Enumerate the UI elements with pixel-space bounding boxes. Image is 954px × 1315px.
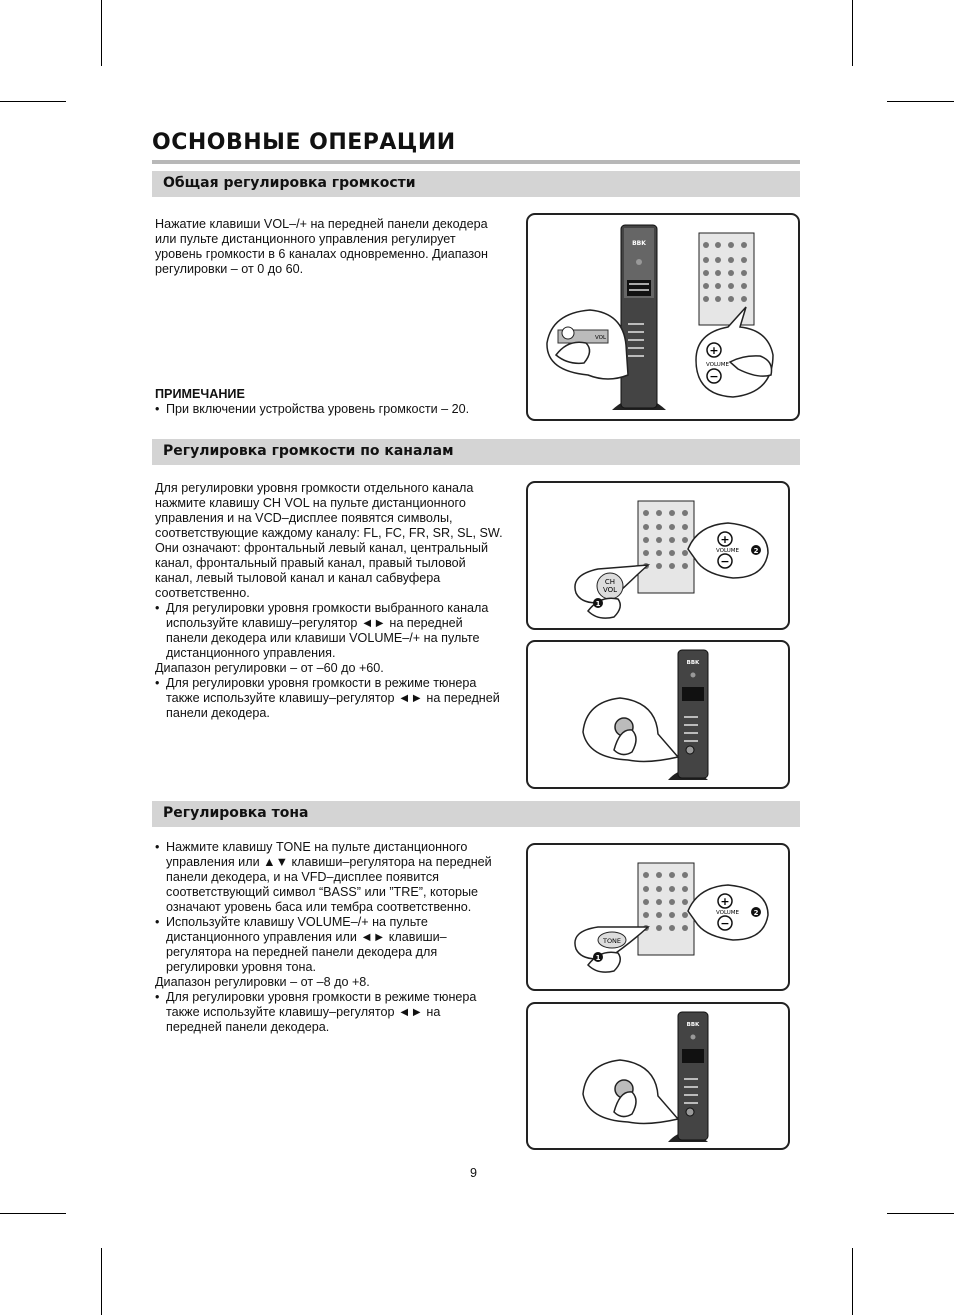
section-heading-channel-volume [152,439,800,465]
figure-ch-vol-remote [526,481,790,630]
figure-tower-knob-channel [526,640,790,789]
plus-symbol: + [709,344,719,357]
bullet-item: • Нажмите клавишу TONE на пульте дистанционного управления или ▲▼ клавиши–регулятора на передней панели декодера, и на VFD–дисплее появится соответствующий символ “BASS” или ”TRE”, которые означают уровень баса или тембра соответственно. [155,840,497,915]
figure-tone-remote [526,843,790,991]
section-heading-text: Регулировка громкости по каналам [163,443,454,459]
bullet-item: • Для регулировки уровня громкости в режиме тюнера также используйте клавишу–регулятор ◄► на передней панели декодера. [155,676,505,721]
section-heading-text: Общая регулировка громкости [163,175,416,191]
brand-label: BBK [686,1022,700,1028]
range-text: Диапазон регулировки – от –8 до +8. [155,975,370,989]
bullet-item: • Используйте клавишу VOLUME–/+ на пульте дистанционного управления или ◄► клавиши–регулятора на передней панели декодера для регулировки уровня тона. [155,915,497,975]
step-1-marker: 1 [595,954,601,962]
paragraph: Для регулировки уровня громкости отдельного канала нажмите клавишу CH VOL на пульте дистанционного управления и на VCD–дисплее появятся символы, соответствующие каждому каналу: FL, FC, FR, SR, SL, SW. Они означают: фронтальный левый канал, центральный канал, фронтальный правый канал, правый тыловой канал, левый тыловой канал и канал сабвуфера соответственно. [155,481,503,600]
range-text: Диапазон регулировки – от –60 до +60. [155,661,384,675]
crop-mark [0,101,66,102]
crop-mark [887,1213,954,1214]
step-2-marker: 2 [753,547,759,555]
note-bullet: • При включении устройства уровень громкости – 20. [155,402,505,417]
title-rule [152,160,800,164]
brand-label: BBK [686,660,700,666]
paragraph: Нажатие клавиши VOL–/+ на передней панели декодера или пульте дистанционного управления регулирует уровень громкости в 6 каналах одновременно. Диапазон регулировки – от 0 до 60. [155,217,488,276]
minus-symbol: − [720,917,730,930]
crop-mark [101,0,102,66]
note-block [155,387,505,417]
brand-label: BBK [632,240,646,247]
crop-mark [852,0,853,66]
tone-text [155,840,497,1035]
step-2-marker: 2 [753,909,759,917]
plus-symbol: + [720,895,730,908]
crop-mark [101,1248,102,1315]
ch-label: CH [604,578,616,586]
minus-symbol: − [709,370,719,383]
note-title: ПРИМЕЧАНИЕ [155,387,245,401]
section-heading-text: Регулировка тона [163,805,309,821]
section-heading-general-volume [152,171,800,197]
page-title: ОСНОВНЫЕ ОПЕРАЦИИ [152,130,456,155]
vol-label: VOL [602,586,618,594]
general-volume-text [155,217,505,277]
bullet-item: • Для регулировки уровня громкости в режиме тюнера также используйте клавишу–регулятор ◄► на передней панели декодера. [155,990,497,1035]
volume-label: VOLUME [706,362,730,368]
crop-mark [852,1248,853,1315]
section-heading-tone [152,801,800,827]
plus-symbol: + [720,533,730,546]
channel-volume-text [155,481,505,721]
vol-label: VOL [595,335,607,341]
bullet-item: • Для регулировки уровня громкости выбранного канала используйте клавишу–регулятор ◄► на передней панели декодера или клавиши VOLUME–/+ на пульте дистанционного управления. [155,601,505,661]
figure-general-volume [526,213,800,421]
page-number: 9 [470,1166,478,1180]
tone-label: TONE [602,937,622,945]
volume-label: VOLUME [716,548,740,554]
minus-symbol: − [720,555,730,568]
volume-label: VOLUME [716,910,740,916]
step-1-marker: 1 [595,600,601,608]
figure-tower-knob-tone [526,1002,790,1150]
crop-mark [0,1213,66,1214]
crop-mark [887,101,954,102]
